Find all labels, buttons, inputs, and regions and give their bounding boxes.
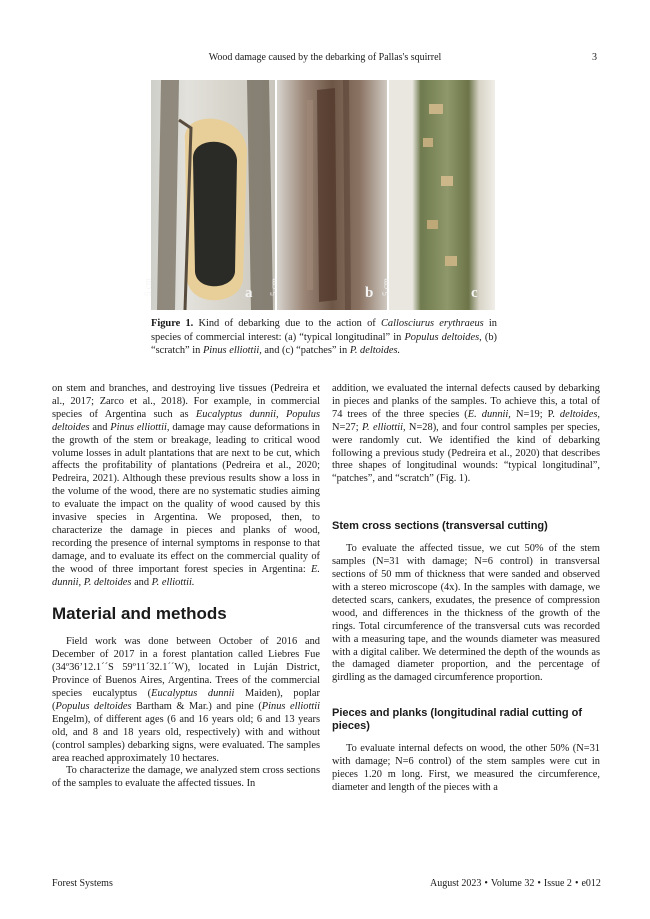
figure-panel-b-photo bbox=[269, 80, 387, 310]
panel-letter-b: b bbox=[365, 285, 374, 301]
methods-paragraph bbox=[52, 636, 320, 765]
footer-separator: • bbox=[484, 878, 488, 889]
scale-bar-label: 5 cm bbox=[269, 278, 279, 296]
caption-species: Populus deltoides, bbox=[404, 331, 482, 343]
section-title-material-methods: Material and methods bbox=[52, 603, 227, 623]
bark-patches-c-drawing bbox=[389, 80, 495, 310]
paragraph-text: and bbox=[89, 421, 111, 433]
footer-volume: Volume 32 bbox=[490, 878, 535, 889]
paragraph-text: Bartham & Mar.) and pine ( bbox=[131, 700, 262, 712]
paragraph-text: Field work was done between October of 2016 and December of 2017 in a forest plantation called Liebres Fue (34º36’12.1´´S 59º11´32.1´´W), located in Luján District, Province of Buenos Aires, Argentina. Trees of the commercial species eucalyptus ( bbox=[52, 636, 320, 700]
caption-text: (b) “scratch” in bbox=[151, 331, 497, 356]
figure-panel-a-photo bbox=[143, 80, 275, 310]
footer-date: August 2023 bbox=[430, 878, 482, 889]
methods-paragraph: To evaluate the affected tissue, we cut 50% of the stem samples (N=31 with damage; N=6 control) in transversal sections of 50 mm of thickness that were sanded and observed with a stereo microscope (4x). In the samples with damage, we detected scars, cankers, exudates, the presence of compression wood, and differences in the thickness of the growth of the rings. Total circumference of the transversal cuts was recorded with a measuring tape, and the wounds diameter was measured with a digital caliber. We determined the depth of the wounds as the damaged diameter proportion, and the percentage of girdling as the damaged circumference proportion. bbox=[332, 543, 600, 684]
species-name: Pinus elliottii bbox=[261, 700, 321, 712]
species-name: Pinus elliottii, bbox=[110, 421, 170, 433]
page-number: 3 bbox=[592, 52, 597, 63]
species-name: Eucalyptus dunnii, Populus deltoides bbox=[52, 408, 321, 433]
bark-scratch-b-drawing bbox=[277, 80, 387, 310]
scale-bar-label: 5 cm bbox=[381, 278, 391, 296]
intro-paragraph bbox=[52, 383, 320, 590]
subsection-title-stem-cross-sections: Stem cross sections (transversal cutting) bbox=[332, 520, 548, 533]
methods-paragraph: To characterize the damage, we analyzed stem cross sections of the samples to evaluate the affected tissues. In bbox=[52, 765, 320, 790]
footer-separator: • bbox=[574, 878, 579, 889]
species-name: P. elliottii, bbox=[362, 421, 406, 433]
paragraph-text: and bbox=[131, 576, 152, 588]
footer-journal: Forest Systems bbox=[52, 878, 113, 889]
right-column bbox=[332, 383, 600, 795]
scale-bar-label: 5 cm bbox=[143, 278, 153, 296]
paragraph-text: Engelm), of different ages (6 and 16 years old; 6 and 13 years old, and 8 and 18 years old, respectively) with and without (control samples) debarking signs, were evaluated. The samples area reached approximately 10 hectares. bbox=[52, 713, 320, 764]
paragraph-text: on stem and branches, and destroying live tissues (Pedreira et al., 2017; Zarco et al., 2018). For example, in commercial species of Argentina such as bbox=[52, 383, 320, 420]
species-name: deltoides, bbox=[559, 408, 601, 420]
species-name: E. dunnii, P. deltoides bbox=[52, 563, 320, 588]
footer-issue: Issue 2 bbox=[543, 878, 572, 889]
caption-text: and (c) “patches” in bbox=[261, 345, 350, 356]
species-name: E. dunnii, bbox=[467, 408, 511, 420]
footer-article-id: e012 bbox=[581, 878, 601, 889]
species-name: Eucalyptus dunnii bbox=[151, 688, 235, 700]
paragraph-text: N=19; P. bbox=[510, 408, 560, 420]
figure-1 bbox=[143, 80, 495, 310]
paragraph-text: N=28), and four control samples per species, were randomly cut. We identified the kind of debarking following a previous study (Pedreira et al., 2020) that describes three shapes of longitudinal wounds: “typical longitudinal”, “patches”, and “scratch” (Fig. 1). bbox=[332, 421, 600, 485]
spacer bbox=[332, 685, 600, 707]
caption-label: Figure 1. bbox=[151, 318, 194, 329]
left-column bbox=[52, 383, 320, 791]
footer-issue-info bbox=[430, 878, 601, 889]
spacer bbox=[332, 486, 600, 520]
figure-panel-c-photo bbox=[381, 80, 495, 310]
caption-text: in species of commercial interest: (a) “typical longitudinal” in bbox=[151, 318, 497, 343]
paragraph-text: N=27; bbox=[332, 421, 362, 433]
bark-wound-a-drawing bbox=[151, 80, 275, 310]
methods-paragraph: To evaluate internal defects on wood, the other 50% (N=31 with damage; N=6 control) of the stem samples were cut in pieces 1.20 m long. First, we measured the circumference, diameter and length of the pieces with a bbox=[332, 743, 600, 793]
panel-letter-a: a bbox=[245, 285, 253, 301]
methods-paragraph bbox=[332, 383, 600, 486]
caption-species: Callosciurus erythraeus bbox=[380, 318, 484, 329]
caption-species: Pinus elliottii, bbox=[202, 345, 262, 356]
caption-species: P. deltoides. bbox=[349, 345, 401, 356]
species-name: Populus deltoides bbox=[55, 700, 132, 712]
running-head: Wood damage caused by the debarking of Pallas's squirrel bbox=[208, 52, 442, 63]
paragraph-text: damage may cause deformations in the growth of the stem or breakage, leading to critical wood volume losses in adult plantations that are next to be cut, which affects the profitability of plantations (Pedreira et al., 2020; Pedreira, 2021). Although these previous results show a loss in the volume of the wood, there are no systematic studies aiming to evaluate the impact on the quality of wood caused by this invasive species in Argentina. We proposed, then, to characterize the damage in pieces and planks of wood, recording the presence of internal symptoms in response to that damage, and to evaluate its effect on the commercial quality of the wood of three important forest species in Argentina: bbox=[52, 421, 320, 575]
paragraph-text: Maiden), poplar ( bbox=[52, 688, 320, 712]
panel-letter-c: c bbox=[471, 285, 478, 301]
subsection-title-pieces-planks: Pieces and planks (longitudinal radial cutting of pieces) bbox=[332, 707, 582, 733]
species-name: P. elliottii. bbox=[151, 576, 195, 588]
footer-separator: • bbox=[537, 878, 541, 889]
figure-caption bbox=[151, 317, 497, 358]
caption-text: Kind of debarking due to the action of bbox=[193, 318, 381, 329]
paragraph-text: addition, we evaluated the internal defects caused by debarking in pieces and planks of the samples. To achieve this, a total of 74 trees of the three species ( bbox=[332, 383, 600, 420]
